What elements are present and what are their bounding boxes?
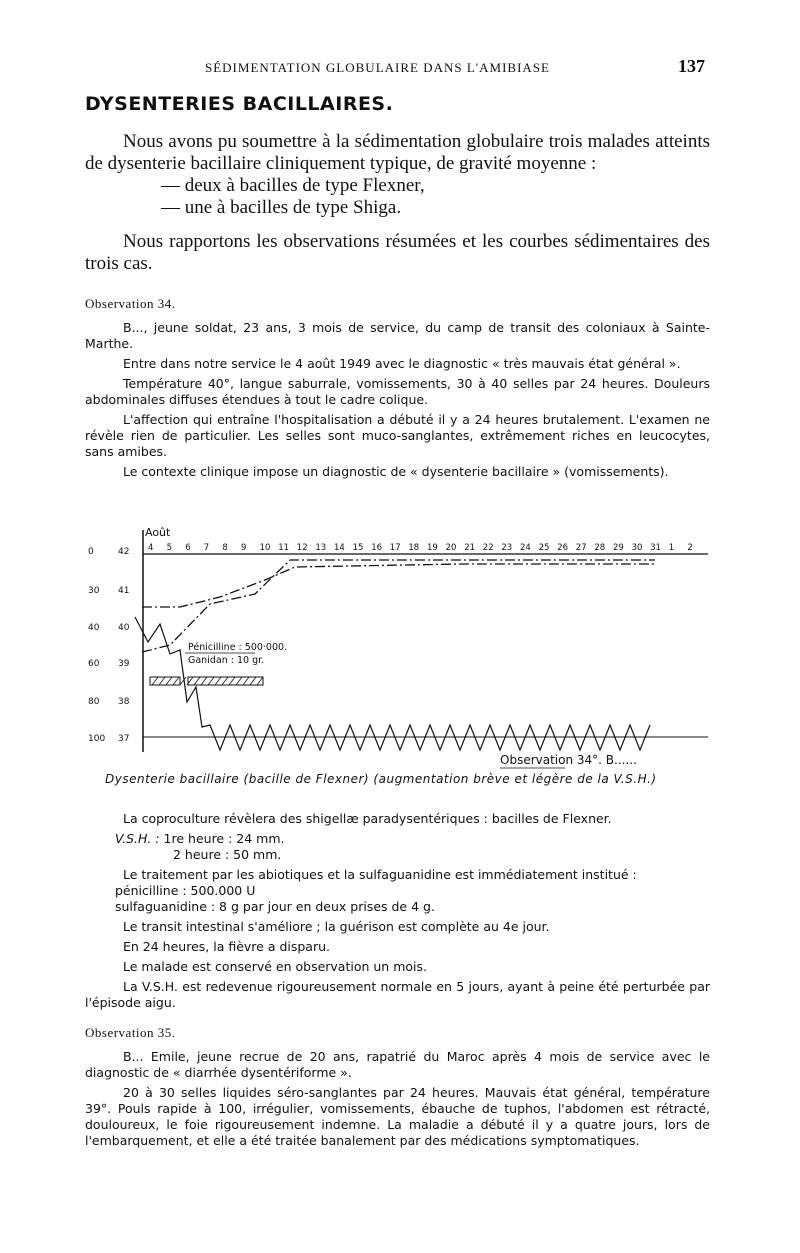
hatch-line <box>166 677 172 685</box>
chart-svg <box>80 522 710 772</box>
x-tick-label: 8 <box>222 543 228 553</box>
x-tick-label: 30 <box>631 543 643 553</box>
hatch-line <box>159 677 165 685</box>
x-tick-label: 20 <box>445 543 457 553</box>
vsh-line-1 <box>85 831 710 847</box>
x-tick-label: 13 <box>315 543 327 553</box>
vsh-curve-1 <box>142 564 655 607</box>
treatment-sulfaguanidine: sulfaguanidine : 8 g par jour en deux prises de 4 g. <box>115 899 435 914</box>
vsh-scale-label: 60 <box>88 659 100 669</box>
intro-paragraph-1: Nous avons pu soumettre à la sédimentation globulaire trois malades atteints de dysenterie bacillaire cliniquement typique, de gravité moyenne : <box>85 131 710 174</box>
page-header <box>0 56 800 80</box>
vsh-label: V.S.H. : <box>115 831 160 846</box>
x-tick-label: 5 <box>166 543 173 553</box>
month-label: Août <box>145 526 171 539</box>
temperature-scale-label: 40 <box>118 623 130 633</box>
x-tick-label: 14 <box>334 543 345 553</box>
treatment-label-1: Pénicilline : 500·000. <box>188 642 288 653</box>
x-tick-label: 27 <box>575 543 587 553</box>
intro-list-item-1: — deux à bacilles de type Flexner, <box>161 175 425 196</box>
hatch-line <box>243 677 249 685</box>
x-tick-label: 12 <box>296 543 308 553</box>
obs34-after-paragraph-2: Le traitement par les abiotiques et la sulfaguanidine est immédiatement institué : <box>123 867 637 882</box>
hatch-line <box>229 677 235 685</box>
treatment-hatching <box>152 677 263 685</box>
section-title: DYSENTERIES BACILLAIRES. <box>85 93 394 115</box>
temperature-scale-label: 37 <box>118 734 130 744</box>
x-tick-label: 18 <box>408 543 420 553</box>
x-tick-labels <box>148 543 693 553</box>
x-tick-label: 28 <box>594 543 606 553</box>
x-tick-label: 6 <box>185 543 191 553</box>
x-tick-label: 7 <box>203 543 210 553</box>
vsh-scale-label: 80 <box>88 697 100 707</box>
hatch-line <box>222 677 228 685</box>
obs35-paragraph-1: B... Emile, jeune recrue de 20 ans, rapatrié du Maroc après 4 mois de service avec le diagnostic de « diarrhée dysentériforme ». <box>85 1049 710 1080</box>
vsh-scale-label: 40 <box>88 623 100 633</box>
observation-35-title: Observation 35. <box>85 1025 176 1040</box>
x-tick-label: 4 <box>148 543 154 553</box>
x-tick-label: 1 <box>668 543 675 553</box>
vsh-curve-2 <box>142 560 655 652</box>
observation-35-block <box>85 1025 710 1153</box>
x-tick-label: 19 <box>427 543 438 553</box>
hatch-line <box>201 677 207 685</box>
obs34-paragraph-1: B..., jeune soldat, 23 ans, 3 mois de service, du camp de transit des coloniaux à Sainte-Marthe. <box>85 320 710 351</box>
hatch-line <box>152 677 158 685</box>
x-tick-label: 21 <box>464 543 476 553</box>
chart-caption: Dysenterie bacillaire (bacille de Flexner) (augmentation brève et légère de la V.S.H.) <box>105 772 657 786</box>
obs35-paragraph-2: 20 à 30 selles liquides séro-sanglantes par 24 heures. Mauvais état général, température 39°. Pouls rapide à 100, irrégulier, vomissements, ébauche de tuphos, l'abdomen est rétracté, douloureux, le foie rigoureusement indemne. La maladie a débuté il y a quatre jours, lors de l'embarquement, et elle a été traitée banalement par des médications symptomatiques. <box>85 1085 710 1148</box>
x-tick-label: 16 <box>371 543 383 553</box>
vsh-value-2: 2 heure : 50 mm. <box>173 847 282 862</box>
temperature-curve <box>135 617 650 750</box>
x-tick-label: 26 <box>557 543 569 553</box>
hatch-line <box>208 677 214 685</box>
page-number: 137 <box>678 56 705 76</box>
obs34-after-paragraph-6: La V.S.H. est redevenue rigoureusement normale en 5 jours, ayant à peine été perturbée par l'épisode aigu. <box>85 979 710 1010</box>
treatment-label-2: Ganidan : 10 gr. <box>188 655 265 666</box>
treatment-penicillin: pénicilline : 500.000 U <box>115 883 256 898</box>
intro-paragraph-2: Nous rapportons les observations résumées et les courbes sédimentaires des trois cas. <box>85 231 710 274</box>
obs34-after-paragraph-1: La coproculture révèlera des shigellæ paradysentériques : bacilles de Flexner. <box>123 811 612 826</box>
left-scale <box>88 547 130 744</box>
hatch-line <box>257 677 263 685</box>
obs34-paragraph-5: Le contexte clinique impose un diagnostic de « dysenterie bacillaire » (vomissements). <box>123 464 669 479</box>
sedimentation-chart <box>80 522 710 797</box>
obs34-after-paragraph-4: En 24 heures, la fièvre a disparu. <box>123 939 331 954</box>
x-tick-label: 23 <box>501 543 513 553</box>
hatch-line <box>250 677 256 685</box>
temperature-scale-label: 42 <box>118 547 130 557</box>
x-tick-label: 17 <box>389 543 401 553</box>
running-head: SÉDIMENTATION GLOBULAIRE DANS L'AMIBIASE <box>205 60 550 75</box>
obs34-after-paragraph-5: Le malade est conservé en observation un mois. <box>123 959 427 974</box>
x-tick-label: 15 <box>352 543 364 553</box>
temperature-scale-label: 41 <box>118 586 130 596</box>
hatch-line <box>215 677 221 685</box>
vsh-value-1: 1re heure : 24 mm. <box>163 831 285 846</box>
observation-label: Observation 34°. B...... <box>500 753 637 767</box>
vsh-scale-label: 0 <box>88 547 94 557</box>
vsh-scale-label: 100 <box>88 734 106 744</box>
hatch-line <box>236 677 242 685</box>
x-tick-label: 24 <box>520 543 531 553</box>
obs34-paragraph-3: Température 40°, langue saburrale, vomissements, 30 à 40 selles par 24 heures. Douleurs abdominales diffuses étendues à tout le cadre colique. <box>85 376 710 407</box>
temperature-scale-label: 39 <box>118 659 130 669</box>
obs34-after-paragraph-3: Le transit intestinal s'améliore ; la guérison est complète au 4e jour. <box>123 919 550 934</box>
x-tick-label: 29 <box>613 543 624 553</box>
x-tick-label: 11 <box>278 543 290 553</box>
obs34-paragraph-2: Entre dans notre service le 4 août 1949 avec le diagnostic « très mauvais état général ». <box>123 356 681 371</box>
vsh-scale-label: 30 <box>88 586 100 596</box>
x-tick-label: 10 <box>259 543 271 553</box>
intro-list-item-2: — une à bacilles de type Shiga. <box>161 197 402 218</box>
x-tick-label: 22 <box>482 543 494 553</box>
observation-34-block <box>85 296 710 484</box>
observation-34-continued <box>85 811 710 1015</box>
observation-34-title: Observation 34. <box>85 296 176 311</box>
hatch-line <box>173 677 179 685</box>
x-tick-label: 2 <box>687 543 693 553</box>
intro-block <box>85 131 710 275</box>
x-tick-label: 9 <box>241 543 247 553</box>
obs34-paragraph-4: L'affection qui entraîne l'hospitalisation a débuté il y a 24 heures brutalement. L'examen ne révèle rien de particulier. Les selles sont muco-sanglantes, extrêmement riches en leucocytes, sans amibes. <box>85 412 710 459</box>
x-tick-label: 31 <box>650 543 662 553</box>
hatch-line <box>194 677 200 685</box>
temperature-scale-label: 38 <box>118 697 130 707</box>
x-tick-label: 25 <box>538 543 550 553</box>
